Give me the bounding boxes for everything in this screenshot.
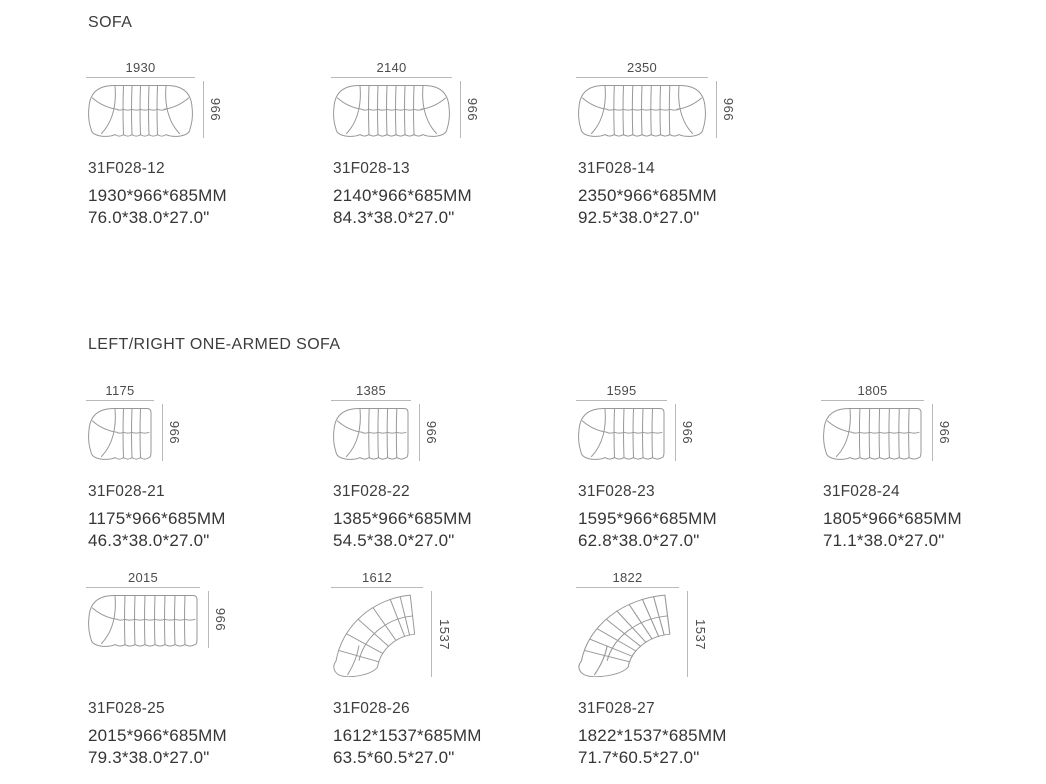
depth-dim-label-box (435, 591, 453, 677)
width-dimension (576, 570, 679, 588)
dimensions-inch: 71.7*60.5*27.0" (578, 747, 700, 767)
width-dim-line (576, 587, 679, 588)
width-dimension (331, 383, 411, 401)
depth-dim-label: 966 (937, 420, 953, 445)
dimensions-mm: 1822*1537*685MM (578, 726, 727, 745)
dimensions-inch: 63.5*60.5*27.0" (333, 747, 455, 767)
width-dim-line (821, 400, 924, 401)
sofa-diagram (578, 591, 677, 677)
depth-dim-label-box (936, 404, 954, 461)
dimensions-mm: 2140*966*685MM (333, 186, 472, 205)
depth-dim-label: 966 (213, 607, 229, 632)
depth-dim-line (208, 591, 209, 648)
sofa-diagram (88, 81, 193, 138)
model-number: 31F028-14 (578, 160, 655, 177)
dimensions-inch: 54.5*38.0*27.0" (333, 530, 455, 550)
width-dim-label: 1805 (857, 383, 888, 398)
depth-dim-label-box (720, 81, 738, 138)
width-dim-line (331, 587, 423, 588)
sofa-diagram (578, 404, 665, 461)
depth-dim-label: 966 (465, 97, 481, 122)
depth-dim-line (675, 404, 676, 461)
depth-dim-line (716, 81, 717, 138)
depth-dim-label: 1537 (692, 618, 708, 650)
dimensions-mm: 1175*966*685MM (88, 509, 226, 528)
dimensions-inch: 79.3*38.0*27.0" (88, 747, 210, 767)
width-dimension (86, 60, 195, 78)
depth-dimension (675, 404, 699, 461)
width-dim-label: 1612 (361, 570, 393, 585)
width-dim-label: 2350 (626, 60, 658, 75)
depth-dimension (716, 81, 740, 138)
width-dim-label: 1175 (105, 383, 135, 398)
depth-dim-label: 966 (167, 420, 183, 445)
depth-dim-line (419, 404, 420, 461)
model-number: 31F028-25 (88, 700, 165, 717)
dimensions-inch: 71.1*38.0*27.0" (823, 530, 945, 550)
depth-dimension (203, 81, 227, 138)
model-number: 31F028-22 (333, 483, 410, 500)
width-dim-label: 1595 (606, 383, 637, 398)
depth-dim-label-box (207, 81, 225, 138)
depth-dim-line (203, 81, 204, 138)
depth-dimension (431, 591, 455, 677)
width-dim-line (86, 400, 154, 401)
sofa-diagram (578, 81, 706, 138)
sofa-diagram (823, 404, 922, 461)
depth-dimension (687, 591, 711, 677)
width-dimension (331, 60, 452, 78)
depth-dim-label: 1537 (436, 618, 452, 650)
dimensions-inch: 62.8*38.0*27.0" (578, 530, 700, 550)
dimensions-mm: 1595*966*685MM (578, 509, 717, 528)
sofa-diagram (88, 591, 198, 648)
depth-dimension (932, 404, 956, 461)
model-number: 31F028-13 (333, 160, 410, 177)
depth-dim-line (932, 404, 933, 461)
depth-dim-label-box (423, 404, 441, 461)
model-number: 31F028-21 (88, 483, 165, 500)
dimensions-inch: 84.3*38.0*27.0" (333, 207, 455, 227)
width-dim-label: 1822 (612, 570, 643, 585)
dimensions-mm: 2350*966*685MM (578, 186, 717, 205)
sofa-diagram (88, 404, 152, 461)
width-dimension (821, 383, 924, 401)
depth-dimension (208, 591, 232, 648)
section-title: SOFA (88, 14, 133, 31)
width-dimension (86, 570, 200, 588)
depth-dimension (162, 404, 186, 461)
dimensions-mm: 1930*966*685MM (88, 186, 227, 205)
model-number: 31F028-26 (333, 700, 410, 717)
depth-dim-label-box (679, 404, 697, 461)
sofa-diagram (333, 81, 450, 138)
width-dim-line (576, 77, 708, 78)
dimensions-mm: 1612*1537*685MM (333, 726, 482, 745)
width-dim-label: 2140 (376, 60, 407, 75)
sofa-diagram (333, 591, 421, 677)
width-dimension (576, 383, 667, 401)
width-dim-line (86, 587, 200, 588)
model-number: 31F028-27 (578, 700, 655, 717)
width-dimension (576, 60, 708, 78)
depth-dim-line (162, 404, 163, 461)
width-dim-line (86, 77, 195, 78)
model-number: 31F028-24 (823, 483, 900, 500)
depth-dim-label: 966 (208, 97, 224, 122)
dimensions-mm: 1805*966*685MM (823, 509, 962, 528)
width-dim-line (576, 400, 667, 401)
sofa-diagram (333, 404, 409, 461)
depth-dim-label-box (691, 591, 709, 677)
dimensions-inch: 76.0*38.0*27.0" (88, 207, 210, 227)
width-dim-label: 2015 (127, 570, 159, 585)
depth-dimension (460, 81, 484, 138)
model-number: 31F028-23 (578, 483, 655, 500)
dimensions-mm: 1385*966*685MM (333, 509, 472, 528)
model-number: 31F028-12 (88, 160, 165, 177)
width-dimension (86, 383, 154, 401)
width-dim-line (331, 77, 452, 78)
depth-dim-label: 966 (721, 97, 737, 122)
width-dimension (331, 570, 423, 588)
depth-dim-label: 966 (424, 420, 440, 445)
depth-dim-label: 966 (680, 420, 696, 445)
width-dim-label: 1930 (125, 60, 156, 75)
depth-dim-label-box (166, 404, 184, 461)
depth-dim-line (687, 591, 688, 677)
depth-dimension (419, 404, 443, 461)
depth-dim-line (460, 81, 461, 138)
width-dim-line (331, 400, 411, 401)
dimensions-mm: 2015*966*685MM (88, 726, 227, 745)
depth-dim-label-box (212, 591, 230, 648)
dimensions-inch: 92.5*38.0*27.0" (578, 207, 700, 227)
dimensions-inch: 46.3*38.0*27.0" (88, 530, 210, 550)
width-dim-label: 1385 (355, 383, 387, 398)
depth-dim-label-box (464, 81, 482, 138)
depth-dim-line (431, 591, 432, 677)
section-title: LEFT/RIGHT ONE-ARMED SOFA (88, 336, 341, 353)
